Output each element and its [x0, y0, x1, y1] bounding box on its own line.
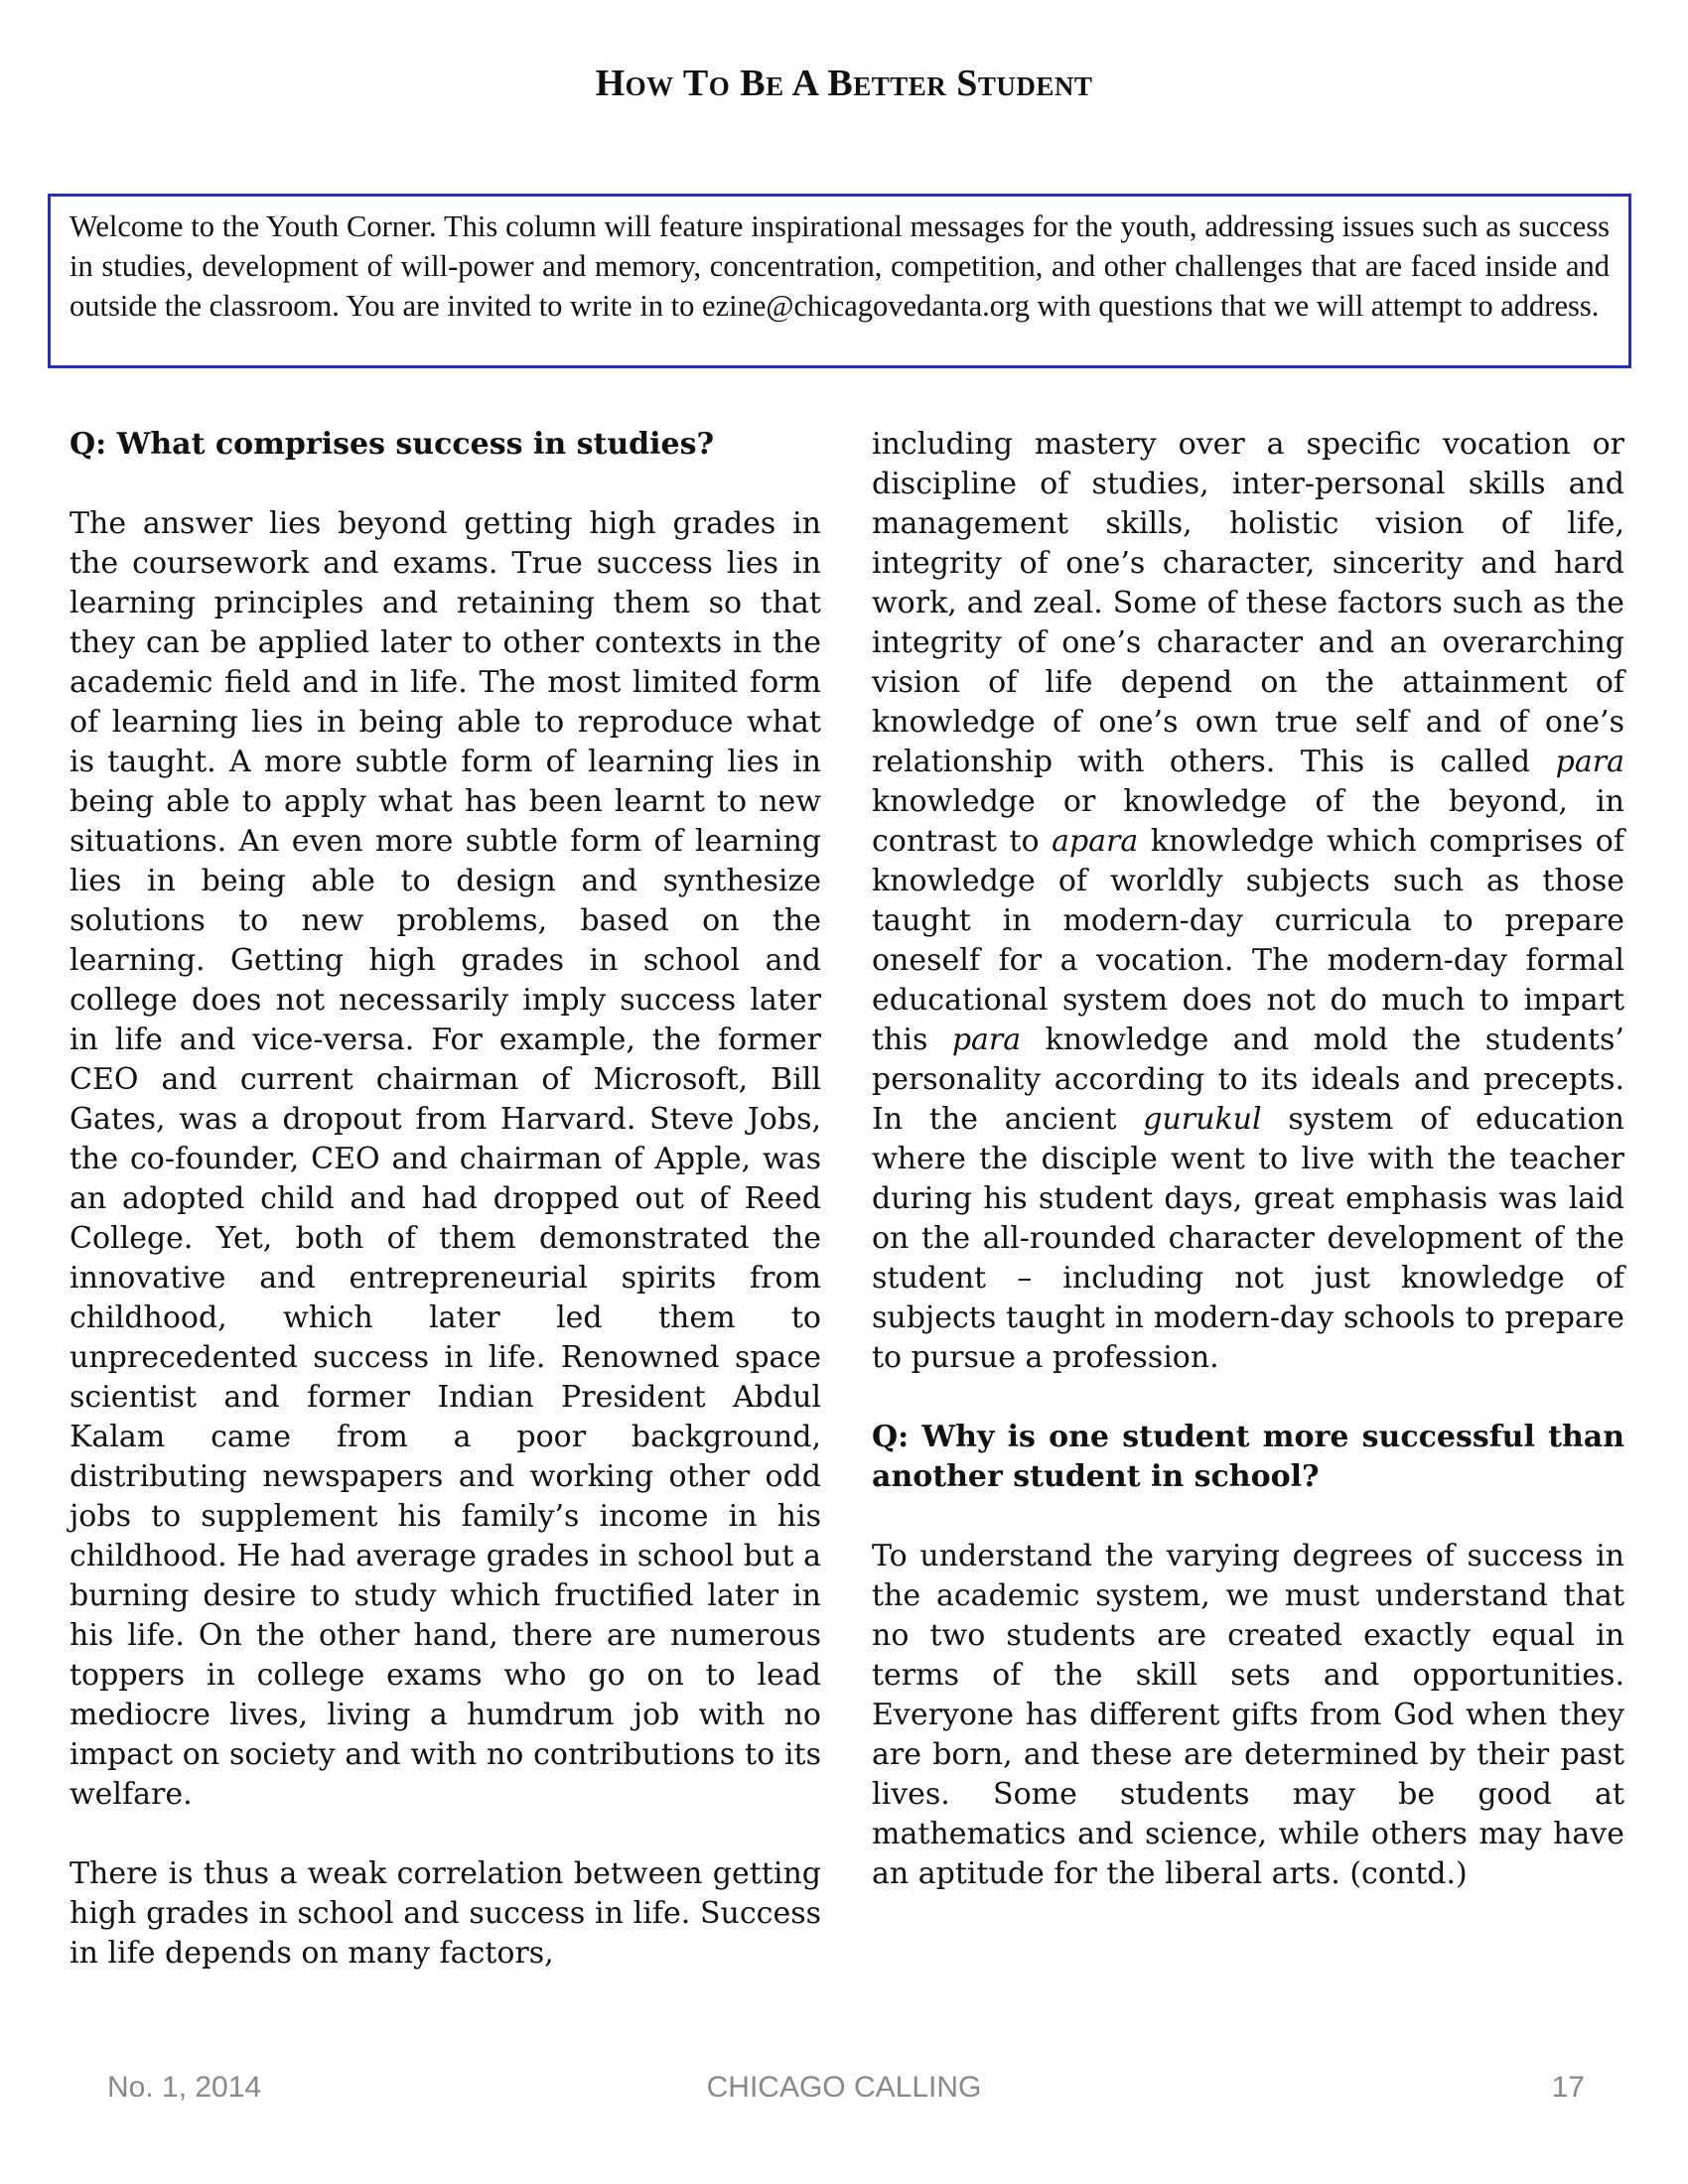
italic-term: apara: [1052, 824, 1139, 859]
italic-term: para: [951, 1023, 1022, 1057]
paragraph: [872, 425, 1624, 1378]
text-segment: including mastery over a specific vocation or discipline of studies, inter-personal skills and management skills, holistic vision of life, integrity of one’s character, sincerity and hard work, and zeal. Some of these factors such as the integrity of one’s character and an overarching vision of life depend on the attainment of knowledge of one’s own true self and of one’s relationship with others. This is called: [872, 427, 1624, 779]
text-segment: knowledge and mold the students’ personality according to its ideals and precepts. In the ancient: [872, 1023, 1624, 1137]
paragraph: To understand the varying degrees of success in the academic system, we must understand that no two students are created exactly equal in terms of the skill sets and opportunities. Everyone has different gifts from God when they are born, and these are determined by their past lives. Some students may be good at mathematics and science, while others may have an aptitude for the liberal arts. (contd.): [872, 1539, 1624, 1891]
text-segment: knowledge or knowledge of the beyond, in contrast to: [872, 784, 1624, 859]
text-segment: system of education where the disciple went to live with the teacher during his student days, great emphasis was laid on the all-rounded character development of the student – including not just knowledge of subjects taught in modern-day schools to prepare to pursue a profession.: [872, 1102, 1624, 1375]
italic-term: gurukul: [1143, 1102, 1262, 1137]
paragraph: The answer lies beyond getting high grades in the coursework and exams. True success lies in learning principles and retaining them so that they can be applied later to other contexts in the academic field and in life. The most limited form of learning lies in being able to reproduce what is taught. A more subtle form of learning lies in being able to apply what has been learnt to new situations. An even more subtle form of learning lies in being able to design and synthesize solutions to new problems, based on the learning. Getting high grades in school and college does not necessarily imply success later in life and vice-versa. For example, the former CEO and current chairman of Microsoft, Bill Gates, was a dropout from Harvard. Steve Jobs, the co-founder, CEO and chairman of Apple, was an adopted child and had dropped out of Reed College. Yet, both of them demonstrated the innovative and entrepreneurial spirits from childhood, which later led them to unprecedented success in life. Renowned space scientist and former Indian President Abdul Kalam came from a poor background, distributing newspapers and working other odd jobs to supplement his family’s income in his childhood. He had average grades in school but a burning desire to study which fructified later in his life. On the other hand, there are numerous toppers in college exams who go on to lead mediocre lives, living a humdrum job with no impact on society and with no contributions to its welfare.: [70, 506, 821, 1812]
italic-term: para: [1555, 745, 1624, 779]
text-segment: knowledge which comprises of knowledge of worldly subjects such as those taught in modern-day curricula to prepare oneself for a vocation. The modern-day formal educational system does not do much to impart this: [872, 824, 1624, 1057]
question-heading: Q: What comprises success in studies?: [70, 427, 715, 462]
question-heading: Q: Why is one student more successful than another student in school?: [872, 1420, 1624, 1494]
footer-issue: No. 1, 2014: [107, 2071, 262, 2104]
intro-box: Welcome to the Youth Corner. This column will feature inspirational messages for the youth, addressing issues such as success in studies, development of will-power and memory, concentration, competition, and other challenges that are faced inside and outside the classroom. You are invited to write in to ezine@chicagovedanta.org with questions that we will attempt to address.: [48, 194, 1631, 368]
page-title: How To Be A Better Student: [595, 63, 1093, 104]
footer-publication: CHICAGO CALLING: [706, 2071, 982, 2104]
left-column: [70, 425, 821, 1974]
right-column: [872, 425, 1624, 1894]
paragraph: There is thus a weak correlation between getting high grades in school and success in life. Success in life depends on many factors,: [70, 1856, 821, 1971]
footer-page-number: 17: [1551, 2071, 1585, 2104]
